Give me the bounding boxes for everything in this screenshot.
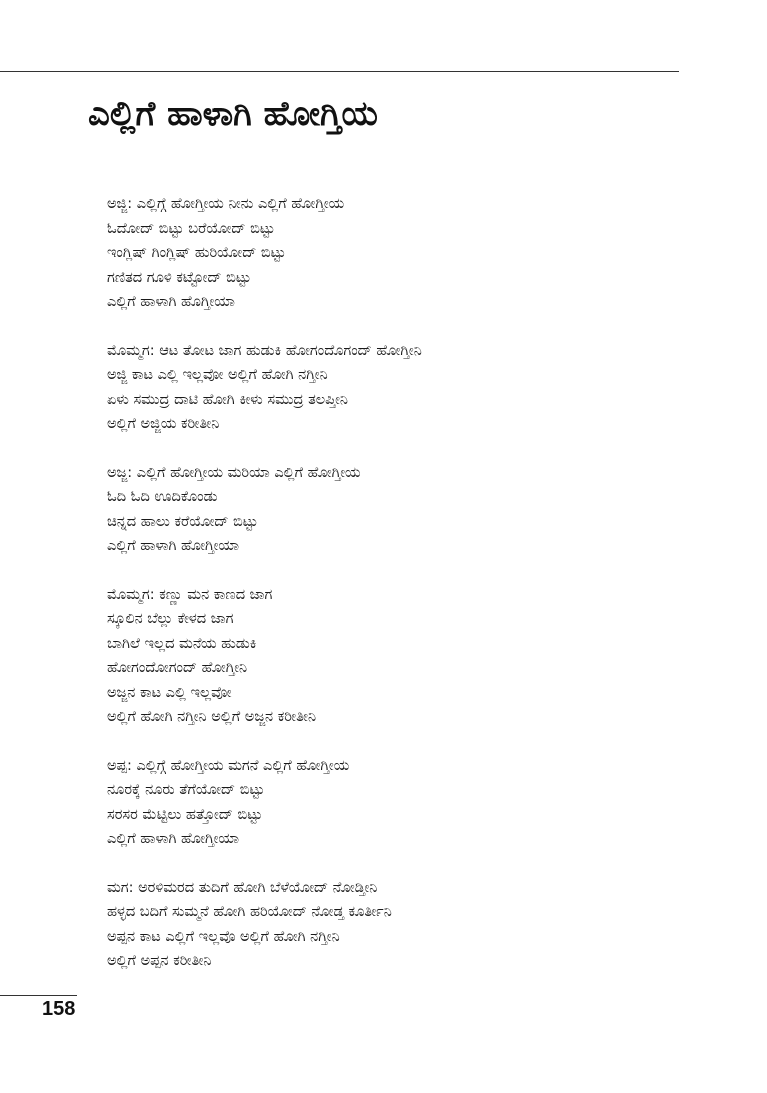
poem-line: ಸ್ಕೂಲಿನ ಬೆಲ್ಲು ಕೇಳದ ಜಾಗ <box>107 611 234 627</box>
poem-line: ಅಜ್ಜ: ಎಲ್ಲಿಗೆ ಹೋಗ್ತೀಯ ಮರಿಯಾ ಎಲ್ಲಿಗೆ ಹೋಗ್ತೀಯ <box>107 464 361 481</box>
poem-line: ಮಗ: ಅರಳಿಮರದ ತುದಿಗೆ ಹೋಗಿ ಬೆಳೆಯೋದ್ ನೋಡ್ತೀನಿ <box>107 879 378 896</box>
stanza-5 <box>107 754 667 852</box>
poem-line: ಚಿನ್ನದ ಹಾಲು ಕರೆಯೋದ್ ಬಿಟ್ಟು <box>107 513 258 530</box>
poem-line: ನೂರಕ್ಕೆ ನೂರು ತೆಗೆಯೋದ್ ಬಿಟ್ಟು <box>107 782 265 798</box>
poem-line: ಅಜ್ಜಿ: ಎಲ್ಲಿಗ್ಗೆ ಹೋಗ್ತೀಯ ನೀನು ಎಲ್ಲಿಗೆ ಹೋಗ್ತೀಯ <box>107 196 345 212</box>
stanza-4 <box>107 583 667 730</box>
poem-line: ಮೊಮ್ಮಗ: ಆಟ ತೋಟ ಜಾಗ ಹುಡುಕಿ ಹೋಗಂದೊಗಂದ್ ಹೋಗ್ತೀನಿ <box>107 342 422 359</box>
poem-line: ಅಜ್ಜನ ಕಾಟ ಎಲ್ಲಿ ಇಲ್ಲವೋ <box>107 684 232 701</box>
poem-body <box>107 192 667 998</box>
poem-line: ಮೊಮ್ಮಗ: ಕಣ್ಣು ಮನ ಕಾಣದ ಜಾಗ <box>107 586 273 603</box>
poem-line: ಸರಸರ ಮೆಟ್ಟಿಲು ಹತ್ತೋದ್ ಬಿಟ್ಟು <box>107 806 263 823</box>
stanza-3 <box>107 461 667 559</box>
poem-line: ಏಳು ಸಮುದ್ರ ದಾಟಿ ಹೋಗಿ ಕೀಳು ಸಮುದ್ರ ತಲಪ್ತೀನಿ <box>107 391 348 408</box>
poem-line: ಅಲ್ಲಿಗೆ ಅಪ್ಪನ ಕರೀತೀನಿ <box>107 953 212 969</box>
page-number: 158 <box>42 998 76 1020</box>
stanza-2 <box>107 339 667 437</box>
poem-line: ಹೋಗಂದೋಗಂದ್ ಹೋಗ್ತೀನಿ <box>107 660 248 676</box>
poem-line: ಓದೋದ್ ಬಿಟ್ಟು ಬರೆಯೋದ್ ಬಿಟ್ಟು <box>107 220 275 237</box>
poem-title: ಎಲ್ಲಿಗೆ ಹಾಳಾಗಿ ಹೋಗ್ತಿಯ <box>88 94 378 134</box>
header-rule <box>0 71 679 72</box>
poem-line: ಅಪ್ಪನ ಕಾಟ ಎಲ್ಲಿಗೆ ಇಲ್ಲವೊ ಅಲ್ಲಿಗೆ ಹೋಗಿ ನಗ್ತೀನಿ <box>107 928 340 945</box>
poem-line: ಎಲ್ಲಿಗೆ ಹಾಳಾಗಿ ಹೋಗ್ತೀಯಾ <box>107 831 240 847</box>
poem-line: ಅಪ್ಪ: ಎಲ್ಲಿಗ್ಗೆ ಹೋಗ್ತೀಯ ಮಗನೆ ಎಲ್ಲಿಗೆ ಹೋಗ್ತೀಯ <box>107 757 350 774</box>
stanza-1 <box>107 192 667 315</box>
poem-line: ಓದಿ ಓದಿ ಊದಿಕೊಂಡು <box>107 489 218 505</box>
poem-line: ಅಜ್ಜಿ ಕಾಟ ಎಲ್ಲಿ ಇಲ್ಲವೋ ಅಲ್ಲಿಗೆ ಹೋಗಿ ನಗ್ತೀನಿ <box>107 367 328 383</box>
stanza-6 <box>107 876 667 974</box>
poem-line: ಅಲ್ಲಿಗೆ ಹೋಗಿ ನಗ್ತೀನಿ ಅಲ್ಲಿಗೆ ಅಜ್ಜನ ಕರೀತೀನಿ <box>107 709 317 725</box>
poem-line: ಎಲ್ಲಿಗೆ ಹಾಳಾಗಿ ಹೋಗ್ತೀಯಾ <box>107 538 240 554</box>
poem-line: ಇಂಗ್ಲಿಷ್ ಗಿಂಗ್ಲಿಷ್ ಹುರಿಯೋದ್ ಬಿಟ್ಟು <box>107 245 286 261</box>
poem-line: ಹಳ್ಳದ ಬದಿಗೆ ಸುಮ್ಮನೆ ಹೋಗಿ ಹರಿಯೋದ್ ನೋಡ್ತ ಕೂರ್ತೀನಿ <box>107 904 392 920</box>
poem-line: ಬಾಗಿಲೆ ಇಲ್ಲದ ಮನೆಯ ಹುಡುಕಿ <box>107 635 257 652</box>
poem-line: ಅಲ್ಲಿಗೆ ಅಜ್ಜಿಯ ಕರೀತೀನಿ <box>107 416 220 432</box>
poem-line: ಎಲ್ಲಿಗೆ ಹಾಳಾಗಿ ಹೊಗ್ತೀಯಾ <box>107 294 235 310</box>
poem-line: ಗಣಿತದ ಗೂಳಿ ಕಟ್ಟೋದ್ ಬಿಟ್ಟು <box>107 269 251 286</box>
